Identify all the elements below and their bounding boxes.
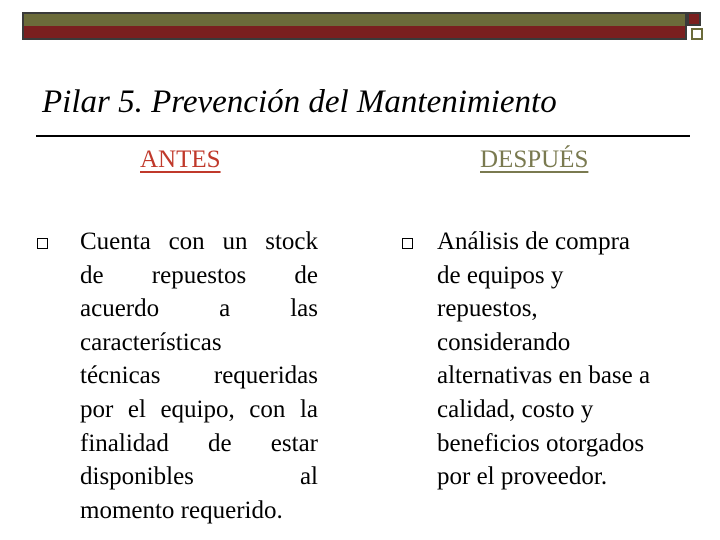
despues-line: por el proveedor.	[437, 463, 608, 491]
despues-line: Análisis de compra	[437, 228, 631, 255]
top-bar-red-band	[24, 26, 685, 38]
corner-square-red	[687, 12, 701, 26]
despues-line: alternativas en base a	[437, 362, 651, 390]
antes-line: acuerdo a las	[80, 295, 318, 323]
despues-line: considerando	[437, 328, 571, 356]
despues-paragraph	[437, 225, 697, 494]
slide-title: Pilar 5. Prevención del Mantenimiento	[42, 84, 557, 120]
corner-square-white	[691, 28, 703, 40]
corner-squares-decoration	[686, 12, 706, 40]
antes-line: por el equipo, con la	[80, 395, 318, 423]
antes-line: de repuestos de	[80, 261, 318, 289]
despues-line: calidad, costo y	[437, 395, 594, 423]
antes-line: momento requerido.	[80, 496, 283, 524]
hollow-square-bullet-icon	[402, 238, 413, 249]
antes-line: características	[80, 328, 222, 356]
antes-paragraph	[80, 225, 318, 527]
column-heading-despues: DESPUÉS	[480, 146, 589, 173]
despues-line: repuestos,	[437, 295, 538, 323]
title-underline-rule	[36, 135, 690, 137]
despues-line: de equipos y	[437, 261, 564, 289]
antes-line: técnicas requeridas	[80, 362, 318, 390]
antes-line: disponibles al	[80, 463, 318, 491]
antes-line: finalidad de estar	[80, 429, 318, 457]
column-heading-antes: ANTES	[140, 146, 221, 173]
antes-line: Cuenta con un stock	[80, 228, 318, 255]
top-decorative-bar	[22, 12, 687, 40]
despues-line: beneficios otorgados	[437, 429, 645, 457]
hollow-square-bullet-icon	[37, 238, 48, 249]
